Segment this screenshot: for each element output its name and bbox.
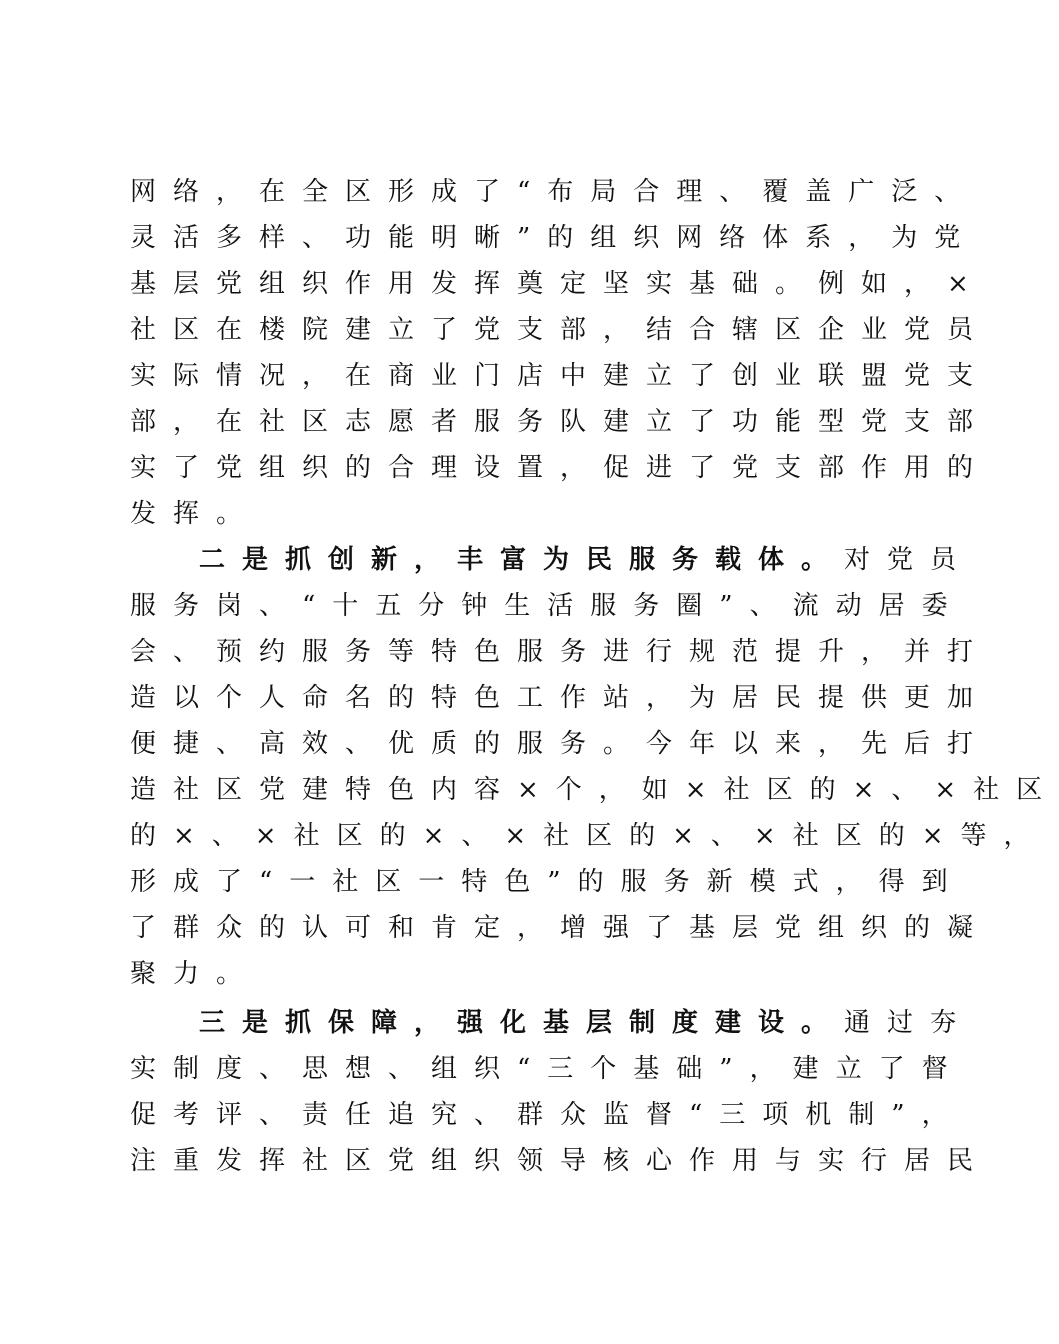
body-text-line: 造社区党建特色内容×个，如×社区的×、×社区: [130, 775, 1059, 805]
body-text-line: 实了党组织的合理设置，促进了党支部作用的: [130, 453, 991, 483]
body-text-line: 会、预约服务等特色服务进行规范提升，并打: [130, 637, 991, 667]
body-text-line: 实制度、思想、组织“三个基础”，建立了督: [130, 1054, 965, 1084]
body-text-line: 的×、×社区的×、×社区的×、×社区的×等，: [130, 821, 1047, 851]
paragraph-first-line: [199, 540, 973, 580]
body-text-line: 便捷、高效、优质的服务。今年以来，先后打: [130, 729, 991, 759]
paragraph-text: 通过夯: [844, 1008, 974, 1038]
body-text-line: 服务岗、“十五分钟生活服务圈”、流动居委: [130, 591, 965, 621]
body-text-line: 形成了“一社区一特色”的服务新模式，得到: [130, 867, 965, 897]
body-text-line: 实际情况，在商业门店中建立了创业联盟党支: [130, 361, 991, 391]
paragraph-first-line: [199, 1003, 973, 1043]
body-text-line: 促考评、责任追究、群众监督“三项机制”，: [130, 1100, 965, 1130]
body-text-line: 了群众的认可和肯定，增强了基层党组织的凝: [130, 913, 991, 943]
body-text-line: 聚力。: [130, 959, 260, 989]
body-text-line: 造以个人命名的特色工作站，为居民提供更加: [130, 683, 991, 713]
body-text-line: 基层党组织作用发挥奠定坚实基础。例如，×: [130, 269, 986, 299]
body-text-line: 网络，在全区形成了“布局合理、覆盖广泛、: [130, 177, 978, 207]
paragraph-heading: 三是抓保障，强化基层制度建设。: [199, 1008, 845, 1038]
body-text-line: 发挥。: [130, 499, 260, 529]
paragraph-heading: 二是抓创新，丰富为民服务载体。: [199, 545, 845, 575]
body-text-line: 灵活多样、功能明晰”的组织网络体系，为党: [130, 223, 978, 253]
body-text-line: 注重发挥社区党组织领导核心作用与实行居民: [130, 1146, 991, 1176]
body-text-line: 部，在社区志愿者服务队建立了功能型党支部: [130, 407, 991, 437]
paragraph-text: 对党员: [844, 545, 974, 575]
body-text-line: 社区在楼院建立了党支部，结合辖区企业党员: [130, 315, 991, 345]
